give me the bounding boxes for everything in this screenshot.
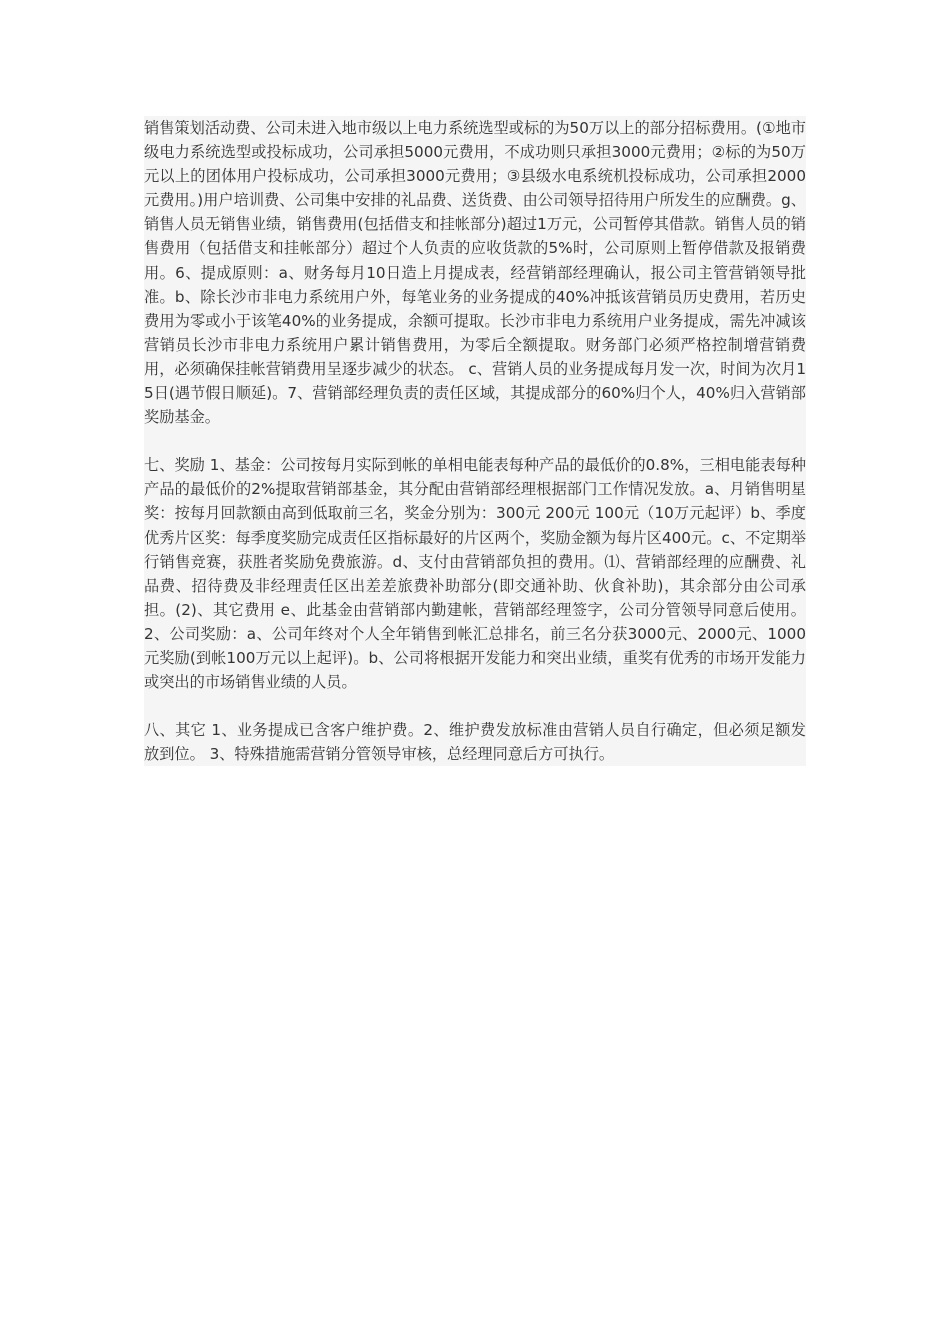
paragraph-spacer — [144, 429, 806, 453]
document-body — [144, 116, 806, 766]
paragraph-spacer — [144, 694, 806, 718]
paragraph-rewards: 七、奖励 1、基金：公司按每月实际到帐的单相电能表每种产品的最低价的0.8%，三相电能表每种产品的最低价的2%提取营销部基金，其分配由营销部经理根据部门工作情况发放。a、月销售明星奖：按每月回款额由高到低取前三名，奖金分别为：300元 200元 100元（10万元起评）b、季度优秀片区奖：每季度奖励完成责任区指标最好的片区两个，奖励金额为每片区400元。c、不定期举行销售竞赛，获胜者奖励免费旅游。d、支付由营销部负担的费用。⑴、营销部经理的应酬费、礼品费、招待费及非经理责任区出差差旅费补助部分(即交通补助、伙食补助)，其余部分由公司承担。(2)、其它费用 e、此基金由营销部内勤建帐，营销部经理签字，公司分管领导同意后使用。2、公司奖励：a、公司年终对个人全年销售到帐汇总排名，前三名分获3000元、2000元、1000元奖励(到帐100万元以上起评)。b、公司将根据开发能力和突出业绩，重奖有优秀的市场开发能力或突出的市场销售业绩的人员。 — [144, 456, 806, 692]
paragraph-other: 八、其它 1、业务提成已含客户维护费。2、维护费发放标准由营销人员自行确定，但必须足额发放到位。 3、特殊措施需营销分管领导审核，总经理同意后方可执行。 — [144, 721, 806, 764]
paragraph-sales-expenses: 销售策划活动费、公司未进入地市级以上电力系统选型或标的为50万以上的部分招标费用。(①地市级电力系统选型或投标成功，公司承担5000元费用，不成功则只承担3000元费用；②标的为50万元以上的团体用户投标成功，公司承担3000元费用；③县级水电系统机投标成功，公司承担2000元费用。)用户培训费、公司集中安排的礼品费、送货费、由公司领导招待用户所发生的应酬费。g、销售人员无销售业绩，销售费用(包括借支和挂帐部分)超过1万元，公司暂停其借款。销售人员的销售费用（包括借支和挂帐部分）超过个人负责的应收货款的5%时，公司原则上暂停借款及报销费用。6、提成原则：a、财务每月10日造上月提成表，经营销部经理确认，报公司主管营销领导批准。b、除长沙市非电力系统用户外，每笔业务的业务提成的40%冲抵该营销员历史费用，若历史费用为零或小于该笔40%的业务提成，余额可提取。长沙市非电力系统用户业务提成，需先冲减该营销员长沙市非电力系统用户累计销售费用，为零后全额提取。财务部门必须严格控制增营销费用，必须确保挂帐营销费用呈逐步减少的状态。 c、营销人员的业务提成每月发一次，时间为次月15日(遇节假日顺延)。7、营销部经理负责的责任区域，其提成部分的60%归个人，40%归入营销部奖励基金。 — [144, 119, 806, 427]
